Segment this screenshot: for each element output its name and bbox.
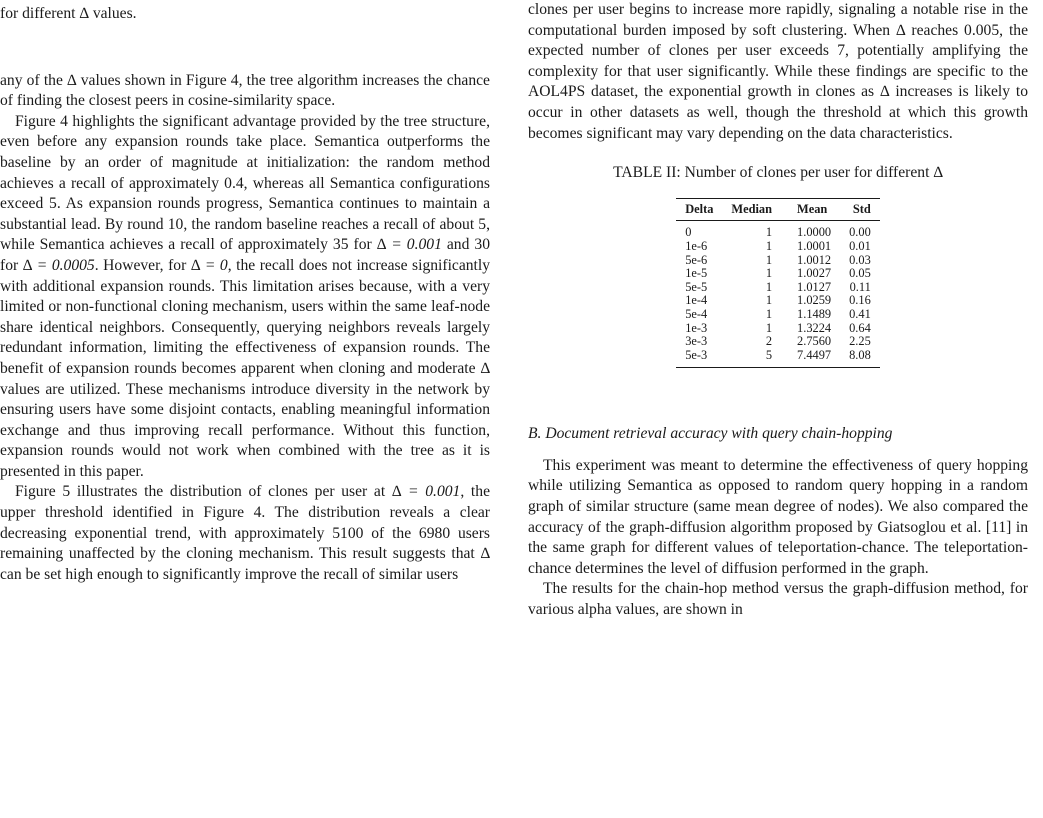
table-row xyxy=(676,281,880,295)
table-header-cell: Std xyxy=(840,198,880,221)
table-row xyxy=(676,322,880,336)
table-cell: 1 xyxy=(765,293,773,308)
table-cell: 5e-4 xyxy=(685,306,708,321)
table-cell: 1.0000 xyxy=(797,225,832,240)
body-paragraph xyxy=(0,112,490,483)
text-run: reaches 0.005, the expected number of clones per user exceeds 7, potentially amplifying the complexity for that user significantly. While these findings are specific to the AOL4PS dataset, the exponential growth in clones as xyxy=(528,21,1028,101)
body-paragraph xyxy=(528,456,1028,580)
math-expression: ∆ xyxy=(879,83,890,101)
table-cell: 1.0012 xyxy=(797,252,832,267)
table-cell: 0.00 xyxy=(849,225,871,240)
body-paragraph xyxy=(0,482,490,585)
text-run: values are utilized. These mechanisms introduce diversity in the network by ensuring users have some disjoint contacts, enabling meaningful information exchange and thus improving recall performance. Without this function, expansion rounds would not work when combined with the tree as it is presented in this paper. xyxy=(0,380,490,480)
text-run: , the upper threshold identified in Figure 4. The distribution reveals a clear decreasing exponential trend, with approximately 5100 of the 6980 users remaining unaffected by the cloning mechanism. This result suggests that xyxy=(0,483,490,563)
math-expression: ∆ = 0 xyxy=(190,256,228,274)
table-cell: 0.16 xyxy=(849,293,871,308)
table-cell: 0 xyxy=(685,225,692,240)
text-run: , the recall does not increase significantly with additional expansion rounds. This limitation arises because, with a very limited or non-functional cloning mechanism, users within the same leaf-node share identical neighbors. Consequently, querying neighbors reveals largely redundant information, limiting the effectiveness of expansion rounds. The benefit of expansion rounds becomes apparent when cloning and moderate xyxy=(0,256,490,377)
table-caption: TABLE II: Number of clones per user for different ∆ xyxy=(613,164,943,182)
table-cell: 3e-3 xyxy=(685,334,708,349)
table-row xyxy=(676,335,880,349)
math-expression: ∆ xyxy=(480,545,490,563)
text-run: . However, for xyxy=(94,256,191,274)
table-row xyxy=(676,267,880,281)
table-header-row xyxy=(676,198,880,221)
table-cell: 5e-6 xyxy=(685,252,708,267)
table-row xyxy=(676,349,880,368)
table-header-cell: Median xyxy=(722,198,781,221)
table-cell: 8.08 xyxy=(849,347,871,362)
table-cell: 1e-3 xyxy=(685,320,708,335)
table-cell: 5e-3 xyxy=(685,347,708,362)
text-run: can be set high enough to significantly improve the recall of similar users xyxy=(0,565,459,583)
math-expression: ∆ = 0.001 xyxy=(391,483,461,501)
math-expression: ∆ xyxy=(895,21,906,39)
text-run: values shown in Figure 4, the tree algorithm increases the chance of finding the closest peers in cosine-similarity space. xyxy=(0,71,490,110)
table-row xyxy=(676,240,880,254)
table-body xyxy=(676,221,880,368)
text-run: for different xyxy=(0,5,80,22)
text-run: values. xyxy=(88,5,137,22)
table-cell: 0.05 xyxy=(849,266,871,281)
section-heading: B. Document retrieval accuracy with query chain-hopping xyxy=(528,425,893,443)
body-paragraph xyxy=(528,0,1028,144)
table-cell: 1.0027 xyxy=(797,266,832,281)
table-cell: 5 xyxy=(765,347,773,362)
table-row xyxy=(676,221,880,240)
figure-caption-fragment xyxy=(0,4,490,25)
table-cell: 2.7560 xyxy=(797,334,832,349)
table-cell: 5e-5 xyxy=(685,279,708,294)
table-cell: 1 xyxy=(765,225,773,240)
math-expression: ∆ xyxy=(79,5,89,22)
text-run: This experiment was meant to determine the effectiveness of query hopping while utilizing Semantica as opposed to random query hopping in a random graph of similar structure (same mean degree of nodes). We also compared the accuracy of the graph-diffusion algorithm proposed by Giatsoglou et al. [11] in the same graph for different values of teleportation-chance. The teleportation-chance determines the level of diffusion performed in the graph. xyxy=(528,456,1028,577)
table-cell: 1 xyxy=(765,279,773,294)
text-run: clones per user begins to increase more rapidly, signaling a notable rise in the computational burden imposed by soft clustering. When xyxy=(528,1,1028,39)
table-cell: 0.64 xyxy=(849,320,871,335)
table-header-cell: Delta xyxy=(676,198,722,221)
table-row xyxy=(676,254,880,268)
table-cell: 0.01 xyxy=(849,238,871,253)
table-cell: 0.03 xyxy=(849,252,871,267)
table-row xyxy=(676,308,880,322)
math-expression: ∆ xyxy=(67,71,77,89)
table-cell: 1e-6 xyxy=(685,238,708,253)
table-row xyxy=(676,294,880,308)
table-cell: 1e-4 xyxy=(685,293,708,308)
table-cell: 1 xyxy=(765,252,773,267)
table-cell: 1 xyxy=(765,266,773,281)
text-run: The results for the chain-hop method versus the graph-diffusion method, for various alpha values, are shown in xyxy=(528,580,1028,619)
table-cell: 1e-5 xyxy=(685,266,708,281)
math-expression: ∆ xyxy=(480,359,490,377)
table-cell: 1.0259 xyxy=(797,293,832,308)
text-run: Figure 4 highlights the significant advantage provided by the tree structure, even before any expansion rounds take place. Semantica outperforms the baseline by an order of magnitude at initialization: the random method achieves a recall of approximately 0.4, whereas all Semantica configurations exceed 5. As expansion rounds progress, Semantica continues to maintain a substantial lead. By round 10, the random baseline reaches a recall of about 5, while Semantica achieves a recall of approximately 35 for xyxy=(0,112,490,254)
left-column xyxy=(0,0,490,585)
text-run: increases is likely to occur in other datasets as well, though the threshold at which this growth becomes significant may vary depending on the data characteristics. xyxy=(528,83,1029,142)
text-run: and 30 for xyxy=(0,236,490,274)
table-cell: 7.4497 xyxy=(797,347,832,362)
math-expression: ∆ = 0.001 xyxy=(376,236,442,254)
right-column xyxy=(528,0,1028,621)
table-cell: 1 xyxy=(765,306,773,321)
table-cell: 0.41 xyxy=(849,306,871,321)
table-cell: 2.25 xyxy=(849,334,871,349)
table-cell: 1.3224 xyxy=(797,320,832,335)
table-cell: 1 xyxy=(765,238,773,253)
table-cell: 0.11 xyxy=(849,279,871,294)
table-cell: 2 xyxy=(765,334,773,349)
table-cell: 1 xyxy=(765,320,773,335)
body-paragraph xyxy=(528,579,1028,620)
table-cell: 1.1489 xyxy=(797,306,832,321)
clones-table xyxy=(676,198,880,369)
text-run: any of the xyxy=(0,71,68,89)
math-expression: ∆ = 0.0005 xyxy=(22,256,95,274)
table-cell: 1.0127 xyxy=(797,279,832,294)
table-header-cell: Mean xyxy=(781,198,840,221)
table-cell: 1.0001 xyxy=(797,238,832,253)
body-paragraph xyxy=(0,71,490,112)
text-run: Figure 5 illustrates the distribution of clones per user at xyxy=(15,483,392,501)
